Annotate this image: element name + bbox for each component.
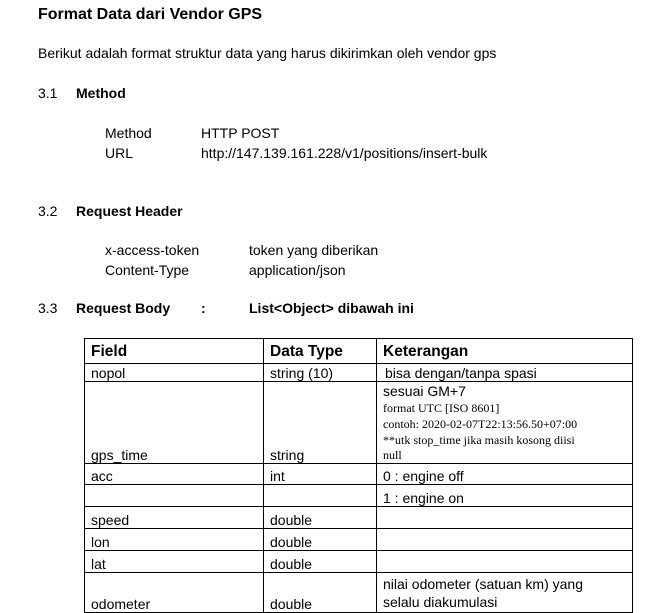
type-cell: double <box>264 573 377 613</box>
note-cell <box>377 551 633 573</box>
field-cell: acc <box>85 464 264 485</box>
type-cell: double <box>264 551 377 573</box>
section-title-request-body: Request Body <box>76 300 171 316</box>
type-cell: string <box>264 382 377 464</box>
field-table <box>84 338 633 613</box>
type-cell <box>264 485 377 507</box>
section-number-3-1: 3.1 <box>38 85 58 101</box>
table-row <box>85 507 633 529</box>
page-title: Format Data dari Vendor GPS <box>38 6 263 23</box>
note-cell <box>377 573 633 613</box>
content-type-label: Content-Type <box>105 262 190 278</box>
url-label: URL <box>105 145 134 161</box>
content-type-value: application/json <box>249 262 346 278</box>
method-label: Method <box>105 125 152 141</box>
note-cell: 0 : engine off <box>377 464 633 485</box>
field-cell: gps_time <box>85 382 264 464</box>
note-line: contoh: 2020-02-07T22:13:56.50+07:00 <box>383 417 578 431</box>
table-row <box>85 551 633 573</box>
table-row <box>85 485 633 507</box>
table-row <box>85 364 633 382</box>
note-line: sesuai GM+7 <box>383 383 466 399</box>
field-cell: lon <box>85 529 264 551</box>
note-cell: bisa dengan/tanpa spasi <box>377 364 633 382</box>
token-value: token yang diberikan <box>249 242 379 258</box>
token-label: x-access-token <box>105 242 200 258</box>
section-title-method: Method <box>76 85 126 101</box>
url-value: http://147.139.161.228/v1/positions/insert-bulk <box>201 145 488 161</box>
note-line: format UTC [ISO 8601] <box>383 401 500 415</box>
note-line: selalu diakumulasi <box>383 594 498 610</box>
table-row <box>85 529 633 551</box>
section-colon: : <box>201 300 206 316</box>
header-keterangan: Keterangan <box>377 339 633 364</box>
note-line: **utk stop_time jika masih kosong diisi <box>383 433 575 447</box>
note-cell <box>377 382 633 464</box>
field-cell: lat <box>85 551 264 573</box>
note-cell <box>377 529 633 551</box>
section-number-3-3: 3.3 <box>38 300 58 316</box>
field-cell: speed <box>85 507 264 529</box>
note-cell: 1 : engine on <box>377 485 633 507</box>
type-cell: double <box>264 507 377 529</box>
note-cell <box>377 507 633 529</box>
section-title-request-header: Request Header <box>76 203 183 219</box>
note-line: null <box>383 448 402 462</box>
header-data-type: Data Type <box>264 339 377 364</box>
section-number-3-2: 3.2 <box>38 203 58 219</box>
table-row <box>85 464 633 485</box>
field-cell <box>85 485 264 507</box>
note-line: nilai odometer (satuan km) yang <box>383 576 583 592</box>
type-cell: string (10) <box>264 364 377 382</box>
type-cell: double <box>264 529 377 551</box>
intro-text: Berikut adalah format struktur data yang harus dikirimkan oleh vendor gps <box>38 45 497 61</box>
field-cell: nopol <box>85 364 264 382</box>
field-cell: odometer <box>85 573 264 613</box>
table-row <box>85 573 633 613</box>
table-header-row <box>85 339 633 364</box>
request-body-value: List<Object> dibawah ini <box>249 300 414 316</box>
method-value: HTTP POST <box>201 125 280 141</box>
table-row <box>85 382 633 464</box>
header-field: Field <box>85 339 264 364</box>
type-cell: int <box>264 464 377 485</box>
